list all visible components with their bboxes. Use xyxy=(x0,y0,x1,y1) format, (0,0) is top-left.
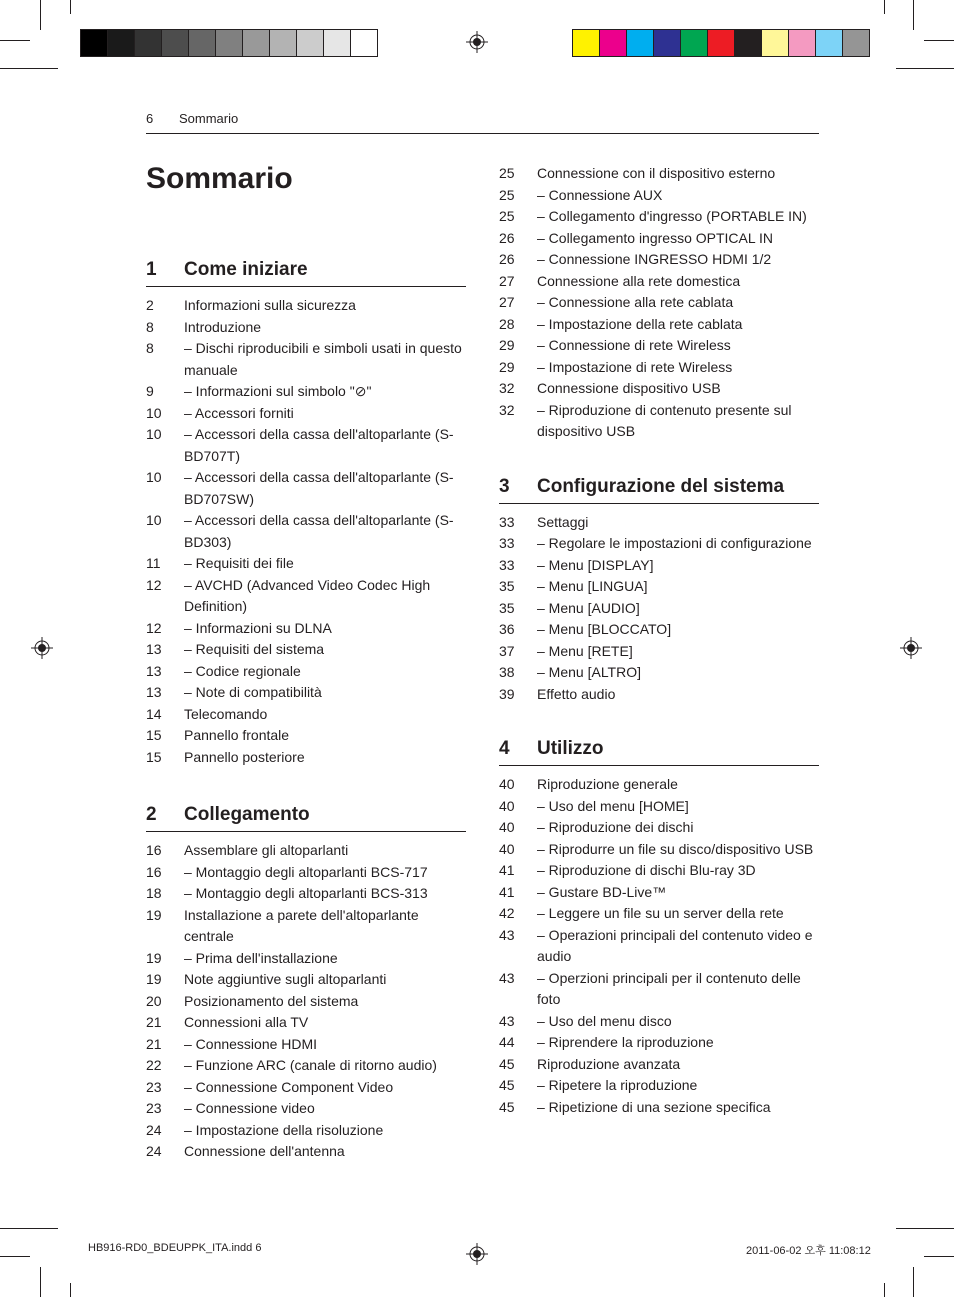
toc-page-number: 20 xyxy=(146,992,162,1009)
crop-mark xyxy=(896,1228,954,1229)
toc-page-number: 19 xyxy=(146,906,162,923)
color-swatch xyxy=(708,30,735,56)
toc-entry-text: – Menu [DISPLAY] xyxy=(537,556,654,573)
toc-entry-text: – Ripetizione di una sezione specifica xyxy=(537,1098,771,1115)
toc-entry[interactable] xyxy=(499,1054,819,1076)
crop-mark xyxy=(924,1256,954,1257)
toc-entry[interactable] xyxy=(146,381,466,403)
toc-entry-text: – Note di compatibilità xyxy=(184,684,322,700)
toc-entry-text: – Collegamento d'ingresso (PORTABLE IN) xyxy=(537,208,807,224)
toc-entry[interactable] xyxy=(146,948,466,970)
toc-page-number: 24 xyxy=(146,1121,162,1138)
toc-entry[interactable] xyxy=(146,639,466,661)
header-title: Sommario xyxy=(179,111,239,126)
toc-entry[interactable] xyxy=(146,1098,466,1120)
toc-page-number: 26 xyxy=(499,229,515,246)
crop-mark xyxy=(40,1267,41,1297)
section-number: 2 xyxy=(146,804,157,825)
color-swatch xyxy=(573,30,600,56)
section-heading xyxy=(146,257,466,287)
toc-page-number: 12 xyxy=(146,619,162,636)
toc-entry-text: – Montaggio degli altoparlanti BCS-717 xyxy=(184,863,428,880)
toc-entry[interactable] xyxy=(499,662,819,684)
toc-entry[interactable] xyxy=(146,510,466,553)
toc-entry[interactable] xyxy=(146,969,466,991)
toc-entry[interactable] xyxy=(146,725,466,747)
toc-entry[interactable] xyxy=(499,1011,819,1033)
toc-entry[interactable] xyxy=(146,840,466,862)
toc-entry[interactable] xyxy=(146,682,466,704)
toc-page-number: 18 xyxy=(146,885,162,901)
toc-entry-text: – Menu [BLOCCATO] xyxy=(537,621,672,637)
color-swatch xyxy=(297,30,324,56)
toc-page-number: 8 xyxy=(146,318,154,335)
toc-entry-text: – Riproduzione di contenuto presente sul dispositivo USB xyxy=(537,401,792,439)
toc-entry[interactable] xyxy=(499,512,819,534)
toc-entry-text: – Regolare le impostazioni di configurazione xyxy=(537,535,812,551)
footer-timestamp: 2011-06-02 오후 11:08:12 xyxy=(746,1245,871,1257)
toc-entry-text: Installazione a parete dell'altoparlante centrale xyxy=(184,906,419,944)
toc-entry[interactable] xyxy=(146,1077,466,1099)
toc-entry-text: Effetto audio xyxy=(537,685,616,702)
crop-mark xyxy=(924,40,954,41)
toc-entry[interactable] xyxy=(146,1055,466,1077)
toc-entry-text: Riproduzione avanzata xyxy=(537,1055,681,1072)
toc-page-number: 32 xyxy=(499,380,515,396)
toc-page-number: 24 xyxy=(146,1143,162,1159)
toc-page-number: 33 xyxy=(499,535,515,551)
color-swatch xyxy=(216,30,243,56)
toc-entry[interactable] xyxy=(146,1012,466,1034)
toc-entry-text: Connessioni alla TV xyxy=(184,1014,309,1030)
toc-entry-text: – Operzioni principali per il contenuto delle foto xyxy=(537,969,801,1007)
toc-entry[interactable] xyxy=(146,424,466,467)
color-swatch xyxy=(189,30,216,56)
color-swatch xyxy=(81,30,108,56)
crop-mark xyxy=(896,68,954,69)
toc-page-number: 45 xyxy=(499,1098,515,1115)
toc-entry[interactable] xyxy=(499,271,819,293)
toc-entry[interactable] xyxy=(146,862,466,884)
toc-entry-text: – Informazioni sul simbolo "⊘" xyxy=(184,383,372,399)
toc-page-number: 21 xyxy=(146,1014,162,1030)
crop-mark xyxy=(0,1256,30,1257)
toc-entry-text: Informazioni sulla sicurezza xyxy=(184,297,356,313)
toc-page-number: 2 xyxy=(146,297,154,313)
toc-page-number: 29 xyxy=(499,337,515,353)
crop-mark xyxy=(884,0,885,14)
toc-page-number: 15 xyxy=(146,748,162,765)
toc-page-number: 39 xyxy=(499,685,515,702)
toc-entry[interactable] xyxy=(146,1141,466,1163)
toc-entry-text: – Connessione video xyxy=(184,1100,315,1116)
toc-entry[interactable] xyxy=(499,903,819,925)
toc-entry[interactable] xyxy=(499,206,819,228)
toc-entry-text: Connessione alla rete domestica xyxy=(537,272,741,289)
crop-mark xyxy=(40,0,41,30)
toc-entry-text: – Leggere un file su un server della rete xyxy=(537,905,784,921)
toc-list xyxy=(146,295,466,768)
section-title: Utilizzo xyxy=(537,738,604,759)
toc-list xyxy=(146,840,466,1163)
toc-entry[interactable] xyxy=(146,991,466,1013)
toc-entry-text: – Connessione HDMI xyxy=(184,1035,318,1052)
color-swatch xyxy=(627,30,654,56)
toc-entry-text: – Requisiti del sistema xyxy=(184,641,325,657)
color-swatch xyxy=(162,30,189,56)
toc-entry[interactable] xyxy=(499,796,819,818)
toc-entry-text: – Riprodurre un file su disco/dispositivo USB xyxy=(537,840,814,857)
section-number: 4 xyxy=(499,738,510,759)
toc-entry[interactable] xyxy=(146,1034,466,1056)
toc-entry[interactable] xyxy=(499,228,819,250)
toc-entry-text: – Accessori della cassa dell'altoparlante (S-BD707T) xyxy=(184,426,454,464)
color-swatch xyxy=(351,30,377,56)
toc-entry-text: – Riproduzione dei dischi xyxy=(537,819,694,835)
toc-list xyxy=(499,774,819,1118)
toc-page-number: 37 xyxy=(499,642,515,659)
toc-entry[interactable] xyxy=(499,292,819,314)
toc-entry-text: – Impostazione della rete cablata xyxy=(537,315,743,332)
color-swatch xyxy=(135,30,162,56)
color-swatch xyxy=(735,30,762,56)
toc-page-number: 40 xyxy=(499,840,515,857)
toc-entry[interactable] xyxy=(499,163,819,185)
toc-entry[interactable] xyxy=(499,882,819,904)
toc-entry[interactable] xyxy=(146,1120,466,1142)
toc-entry-text: Assemblare gli altoparlanti xyxy=(184,842,349,858)
toc-entry-text: – Riprendere la riproduzione xyxy=(537,1034,714,1050)
toc-entry-text: – Impostazione di rete Wireless xyxy=(537,358,733,375)
toc-entry-text: – Informazioni su DLNA xyxy=(184,619,332,636)
toc-page-number: 40 xyxy=(499,797,515,814)
toc-page-number: 33 xyxy=(499,556,515,573)
toc-entry[interactable] xyxy=(146,618,466,640)
toc-page-number: 21 xyxy=(146,1035,162,1052)
toc-list xyxy=(499,512,819,706)
toc-page-number: 23 xyxy=(146,1100,162,1116)
toc-entry-text: – Uso del menu [HOME] xyxy=(537,797,689,814)
toc-column-right xyxy=(499,163,819,1118)
section-heading xyxy=(499,474,819,504)
crop-mark xyxy=(0,40,30,41)
toc-entry[interactable] xyxy=(146,553,466,575)
toc-entry[interactable] xyxy=(146,338,466,381)
color-swatch xyxy=(789,30,816,56)
color-swatch xyxy=(681,30,708,56)
toc-entry-text: – Riproduzione di dischi Blu-ray 3D xyxy=(537,862,756,878)
toc-entry-text: Connessione dell'antenna xyxy=(184,1143,345,1159)
toc-entry-text: – Accessori forniti xyxy=(184,404,294,421)
toc-entry[interactable] xyxy=(499,533,819,555)
toc-entry[interactable] xyxy=(499,335,819,357)
toc-entry-text: Pannello posteriore xyxy=(184,748,305,765)
toc-page-number: 11 xyxy=(146,555,161,571)
toc-entry[interactable] xyxy=(146,467,466,510)
toc-page-number: 15 xyxy=(146,727,162,743)
toc-page-number: 43 xyxy=(499,926,515,943)
toc-page-number: 19 xyxy=(146,971,162,987)
toc-entry[interactable] xyxy=(499,1075,819,1097)
toc-page-number: 9 xyxy=(146,383,154,399)
toc-entry[interactable] xyxy=(499,1097,819,1119)
color-swatch xyxy=(243,30,270,56)
toc-entry-text: – Funzione ARC (canale di ritorno audio) xyxy=(184,1057,437,1073)
toc-page-number: 43 xyxy=(499,1012,515,1029)
toc-page-number: 35 xyxy=(499,578,515,594)
toc-page-number: 26 xyxy=(499,251,515,267)
toc-entry[interactable] xyxy=(499,400,819,443)
toc-entry-text: – Requisiti dei file xyxy=(184,555,294,571)
toc-page-number: 28 xyxy=(499,315,515,332)
toc-entry[interactable] xyxy=(146,661,466,683)
crop-mark xyxy=(0,1228,58,1229)
section-heading xyxy=(146,802,466,832)
toc-page-number: 45 xyxy=(499,1077,515,1093)
toc-entry-text: – Menu [ALTRO] xyxy=(537,664,642,680)
toc-entry-text: – AVCHD (Advanced Video Codec High Definition) xyxy=(184,576,431,614)
toc-entry-text: – Connessione Component Video xyxy=(184,1078,394,1095)
toc-entry[interactable] xyxy=(499,619,819,641)
crop-mark xyxy=(913,0,914,30)
toc-page-number: 41 xyxy=(499,862,515,878)
toc-entry[interactable] xyxy=(499,576,819,598)
crop-mark xyxy=(884,1283,885,1297)
toc-entry[interactable] xyxy=(146,575,466,618)
toc-entry-text: – Ripetere la riproduzione xyxy=(537,1077,698,1093)
toc-page-number: 22 xyxy=(146,1057,162,1073)
crop-mark xyxy=(0,68,58,69)
toc-page-number: 8 xyxy=(146,340,154,356)
toc-entry-text: – Gustare BD-Live™ xyxy=(537,883,667,900)
section-number: 1 xyxy=(146,259,157,280)
toc-page-number: 40 xyxy=(499,776,515,792)
toc-entry-text: – Connessione INGRESSO HDMI 1/2 xyxy=(537,251,772,267)
toc-entry[interactable] xyxy=(146,905,466,948)
toc-entry[interactable] xyxy=(499,839,819,861)
toc-entry[interactable] xyxy=(499,1032,819,1054)
page-title: Sommario xyxy=(146,162,293,195)
footer-filename: HB916-RD0_BDEUPPK_ITA.indd 6 xyxy=(88,1242,262,1254)
toc-entry-text: Posizionamento del sistema xyxy=(184,992,359,1009)
toc-entry[interactable] xyxy=(499,860,819,882)
color-swatch xyxy=(843,30,869,56)
toc-page-number: 12 xyxy=(146,576,162,593)
color-swatch xyxy=(762,30,789,56)
section-number: 3 xyxy=(499,475,510,497)
toc-page-number: 13 xyxy=(146,684,162,700)
toc-entry[interactable] xyxy=(499,684,819,706)
toc-entry[interactable] xyxy=(499,378,819,400)
toc-entry-text: – Montaggio degli altoparlanti BCS-313 xyxy=(184,885,428,901)
toc-entry-text: – Dischi riproducibili e simboli usati in questo manuale xyxy=(184,340,462,378)
toc-entry[interactable] xyxy=(499,925,819,968)
toc-entry-text: – Accessori della cassa dell'altoparlante (S-BD303) xyxy=(184,512,454,550)
toc-page-number: 29 xyxy=(499,358,515,375)
section-heading xyxy=(499,736,819,766)
toc-page-number: 25 xyxy=(499,165,515,181)
toc-page-number: 32 xyxy=(499,401,515,418)
crop-mark xyxy=(70,1283,71,1297)
toc-page-number: 27 xyxy=(499,272,515,289)
toc-entry[interactable] xyxy=(499,249,819,271)
toc-page-number: 10 xyxy=(146,404,162,421)
toc-entry-text: – Prima dell'installazione xyxy=(184,949,338,966)
toc-entry[interactable] xyxy=(499,774,819,796)
section-title: Come iniziare xyxy=(184,259,308,280)
toc-page-number: 23 xyxy=(146,1078,162,1095)
toc-page-number: 36 xyxy=(499,621,515,637)
toc-entry-text: Pannello frontale xyxy=(184,727,290,743)
color-swatch xyxy=(816,30,843,56)
toc-page-number: 42 xyxy=(499,905,515,921)
toc-entry[interactable] xyxy=(146,704,466,726)
toc-entry-text: – Menu [AUDIO] xyxy=(537,599,640,616)
toc-entry-text: – Connessione di rete Wireless xyxy=(537,337,731,353)
toc-entry-text: – Codice regionale xyxy=(184,662,301,679)
toc-entry[interactable] xyxy=(499,357,819,379)
toc-page-number: 16 xyxy=(146,842,162,858)
toc-page-number: 43 xyxy=(499,969,515,986)
toc-page-number: 13 xyxy=(146,662,162,679)
toc-page-number: 10 xyxy=(146,512,162,528)
toc-entry-text: – Accessori della cassa dell'altoparlante (S-BD707SW) xyxy=(184,469,454,507)
toc-page-number: 45 xyxy=(499,1055,515,1072)
toc-entry-text: Settaggi xyxy=(537,513,589,530)
toc-entry-text: – Menu [RETE] xyxy=(537,642,633,659)
toc-entry-text: Connessione dispositivo USB xyxy=(537,380,721,396)
toc-page-number: 35 xyxy=(499,599,515,616)
gray-color-bar xyxy=(80,29,378,57)
toc-entry-text: – Connessione AUX xyxy=(537,186,663,203)
toc-page-number: 25 xyxy=(499,186,515,203)
toc-entry-text: – Connessione alla rete cablata xyxy=(537,294,734,310)
running-header xyxy=(146,109,819,134)
registration-mark-icon xyxy=(900,637,922,659)
toc-entry[interactable] xyxy=(146,403,466,425)
registration-mark-icon xyxy=(466,1243,488,1265)
toc-entry-text: – Uso del menu disco xyxy=(537,1012,672,1029)
toc-entry-text: Telecomando xyxy=(184,705,268,722)
toc-entry[interactable] xyxy=(146,883,466,905)
toc-column-left xyxy=(146,257,466,1163)
toc-entry[interactable] xyxy=(499,817,819,839)
color-swatch xyxy=(108,30,135,56)
toc-entry[interactable] xyxy=(146,317,466,339)
color-swatch xyxy=(270,30,297,56)
toc-page-number: 13 xyxy=(146,641,162,657)
toc-entry[interactable] xyxy=(499,598,819,620)
toc-entry-text: – Menu [LINGUA] xyxy=(537,578,648,594)
toc-page-number: 27 xyxy=(499,294,515,310)
toc-entry-text: Introduzione xyxy=(184,318,262,335)
toc-entry-text: Connessione con il dispositivo esterno xyxy=(537,165,776,181)
toc-page-number: 19 xyxy=(146,949,162,966)
toc-entry-text: – Operazioni principali del contenuto video e audio xyxy=(537,926,813,964)
toc-page-number: 10 xyxy=(146,469,162,485)
toc-entry-text: Note aggiuntive sugli altoparlanti xyxy=(184,971,387,987)
process-color-bar xyxy=(572,29,870,57)
toc-page-number: 44 xyxy=(499,1034,515,1050)
color-swatch xyxy=(600,30,627,56)
toc-entry-text: – Impostazione della risoluzione xyxy=(184,1121,384,1138)
section-title: Configurazione del sistema xyxy=(537,475,785,497)
toc-entry[interactable] xyxy=(499,641,819,663)
toc-entry-text: – Collegamento ingresso OPTICAL IN xyxy=(537,229,774,246)
toc-entry[interactable] xyxy=(499,555,819,577)
toc-entry[interactable] xyxy=(499,185,819,207)
toc-page-number: 33 xyxy=(499,513,515,530)
registration-mark-icon xyxy=(466,31,488,53)
section-title: Collegamento xyxy=(184,804,310,825)
toc-entry[interactable] xyxy=(499,968,819,1011)
registration-mark-icon xyxy=(31,637,53,659)
toc-page-number: 25 xyxy=(499,208,515,224)
color-swatch xyxy=(324,30,351,56)
toc-entry[interactable] xyxy=(499,314,819,336)
crop-mark xyxy=(913,1267,914,1297)
color-swatch xyxy=(654,30,681,56)
toc-entry-text: Riproduzione generale xyxy=(537,776,678,792)
toc-page-number: 40 xyxy=(499,819,515,835)
toc-page-number: 16 xyxy=(146,863,162,880)
toc-page-number: 14 xyxy=(146,705,162,722)
header-page-number: 6 xyxy=(146,111,154,126)
toc-page-number: 38 xyxy=(499,664,515,680)
crop-mark xyxy=(70,0,71,14)
toc-list xyxy=(499,163,819,443)
toc-entry[interactable] xyxy=(146,747,466,769)
toc-page-number: 41 xyxy=(499,883,515,900)
toc-page-number: 10 xyxy=(146,426,162,442)
toc-entry[interactable] xyxy=(146,295,466,317)
